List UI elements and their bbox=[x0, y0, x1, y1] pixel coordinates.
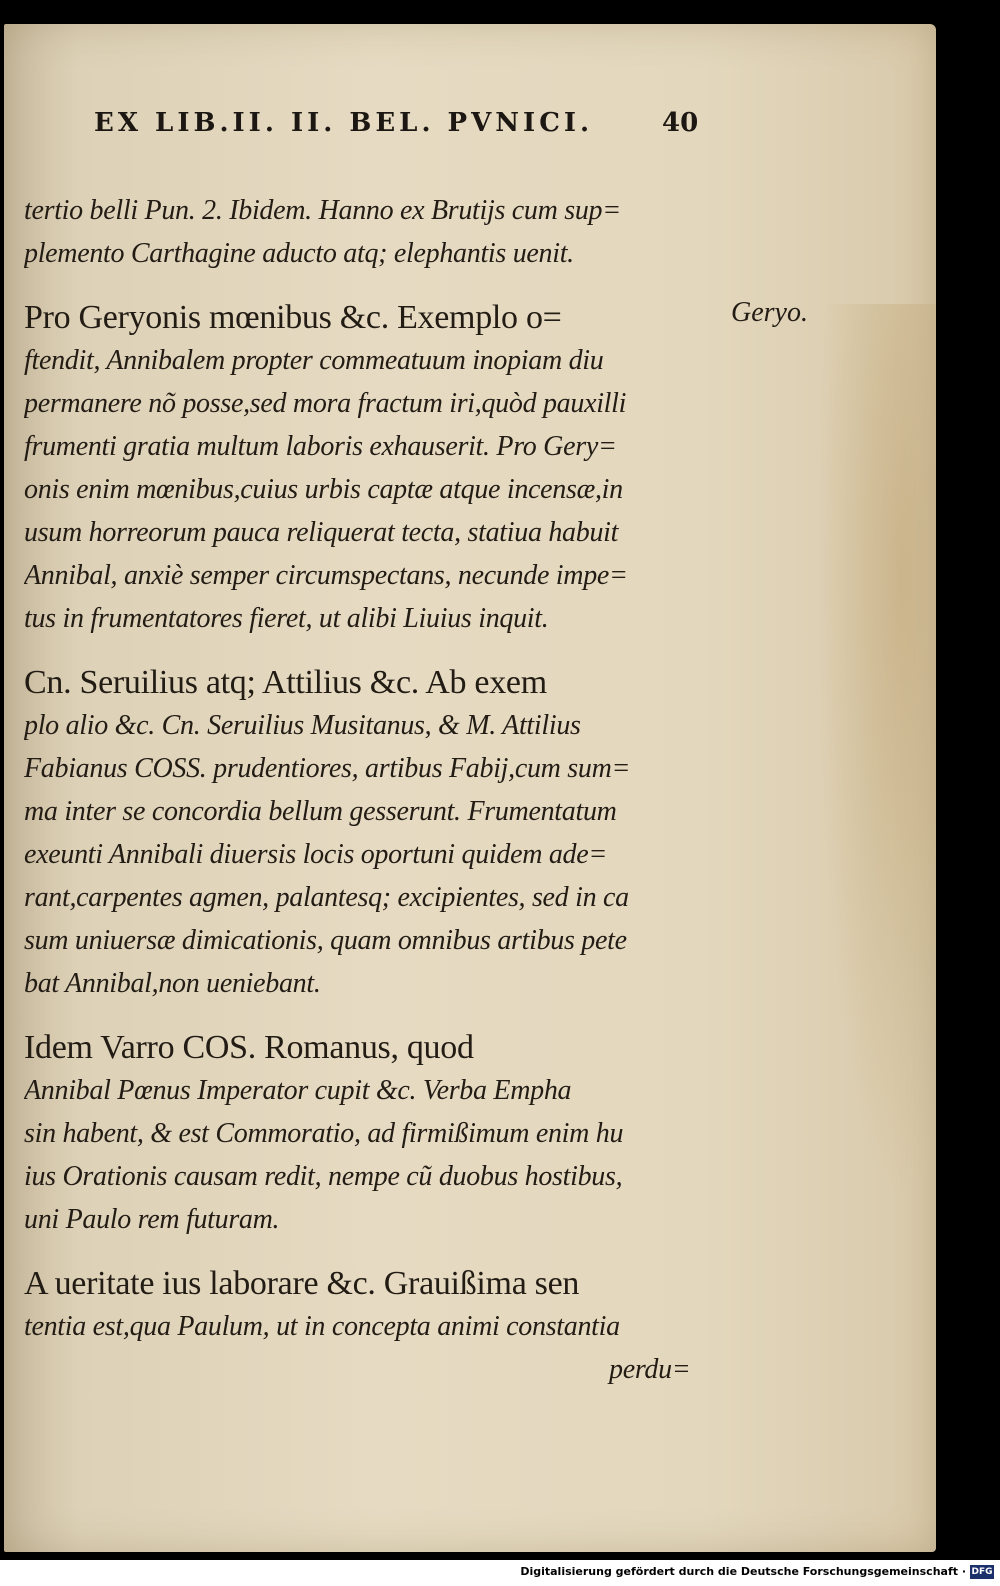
text-line: exeunti Annibali diuersis locis oportuni quidem ade= bbox=[24, 839, 607, 870]
catchword: perdu= bbox=[609, 1354, 691, 1385]
text-line: onis enim mœnibus,cuius urbis captæ atque incensæ,in bbox=[24, 474, 623, 505]
page-header bbox=[94, 108, 714, 148]
text-line: tertio belli Pun. 2. Ibidem. Hanno ex Brutijs cum sup= bbox=[24, 195, 621, 226]
text-line-lemma: Cn. Seruilius atq; Attilius &c. Ab exem bbox=[24, 664, 547, 701]
text-line: Annibal, anxiè semper circumspectans, necunde impe= bbox=[24, 560, 628, 591]
text-line-lemma: Idem Varro COS. Romanus, quod bbox=[24, 1029, 474, 1066]
text-line-lemma: A ueritate ius laborare &c. Grauißima sen bbox=[24, 1265, 580, 1302]
text-line: ius Orationis causam redit, nempe cũ duobus hostibus, bbox=[24, 1161, 623, 1192]
text-line: sum uniuersæ dimicationis, quam omnibus artibus pete bbox=[24, 925, 627, 956]
footer-bar bbox=[0, 1560, 1000, 1586]
text-line: tentia est,qua Paulum, ut in concepta animi constantia bbox=[24, 1311, 620, 1342]
text-line: rant,carpentes agmen, palantesq; excipientes, sed in ca bbox=[24, 882, 629, 913]
text-line: frumenti gratia multum laboris exhauserit. Pro Gery= bbox=[24, 431, 617, 462]
footer-credit: Digitalisierung gefördert durch die Deutsche Forschungsgemeinschaft · bbox=[520, 1565, 966, 1578]
text-line: tus in frumentatores fieret, ut alibi Liuius inquit. bbox=[24, 603, 549, 634]
page-number: 40 bbox=[662, 108, 699, 138]
book-page bbox=[4, 24, 936, 1552]
text-line: ftendit, Annibalem propter commeatuum inopiam diu bbox=[24, 345, 604, 376]
text-line: plemento Carthagine aducto atq; elephantis uenit. bbox=[24, 238, 574, 269]
margin-note: Geryo. bbox=[731, 297, 808, 328]
text-line: permanere nõ posse,sed mora fractum iri,quòd pauxilli bbox=[24, 388, 627, 419]
text-line: bat Annibal,non ueniebant. bbox=[24, 968, 321, 999]
text-line: Annibal Pœnus Imperator cupit &c. Verba Empha bbox=[24, 1075, 572, 1106]
text-line-lemma: Pro Geryonis mœnibus &c. Exemplo o= bbox=[24, 299, 562, 336]
text-line: sin habent, & est Commoratio, ad firmißimum enim hu bbox=[24, 1118, 624, 1149]
text-line: uni Paulo rem futuram. bbox=[24, 1204, 280, 1235]
text-line: plo alio &c. Cn. Seruilius Musitanus, & M. Attilius bbox=[24, 710, 581, 741]
text-line: usum horreorum pauca reliquerat tecta, statiua habuit bbox=[24, 517, 619, 548]
body-text bbox=[24, 189, 714, 1391]
water-stain bbox=[816, 304, 936, 1204]
text-line: ma inter se concordia bellum gesserunt. Frumentatum bbox=[24, 796, 617, 827]
running-title: EX LIB.II. II. BEL. PVNICI. bbox=[94, 108, 594, 138]
dfg-logo-icon: DFG bbox=[971, 1567, 993, 1577]
text-line: Fabianus COSS. prudentiores, artibus Fabij,cum sum= bbox=[24, 753, 631, 784]
